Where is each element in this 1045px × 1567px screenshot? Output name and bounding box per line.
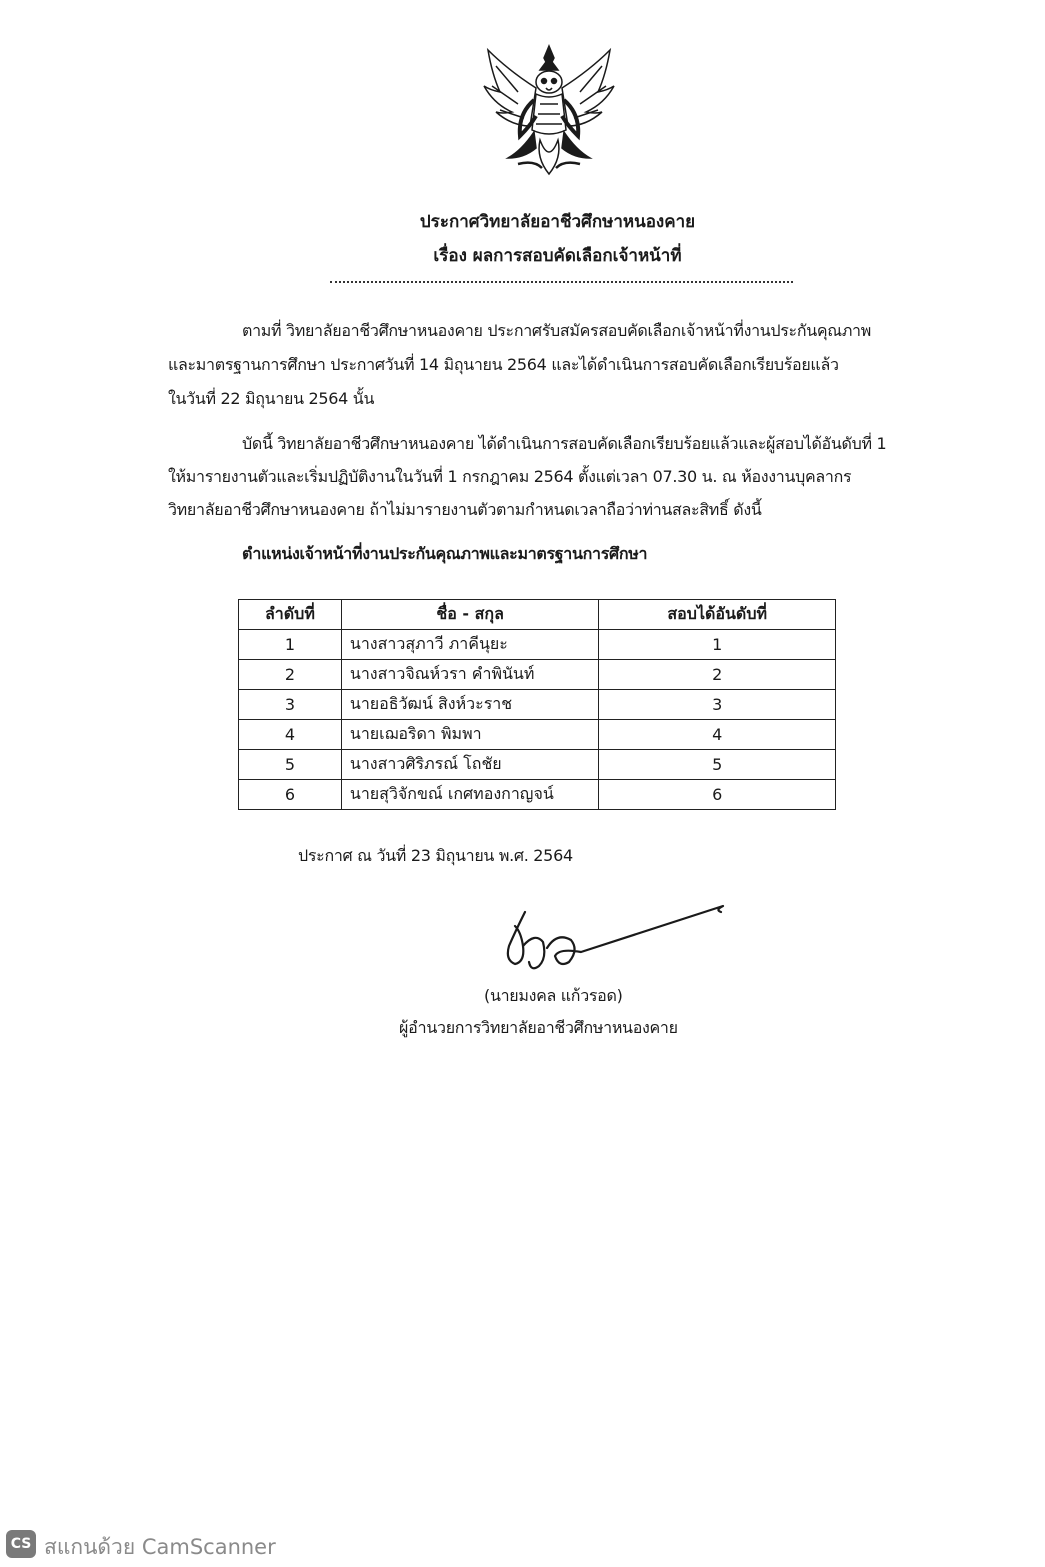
results-table <box>238 599 836 810</box>
row-rank: 5 <box>599 750 836 780</box>
row-rank: 6 <box>599 780 836 810</box>
table-row <box>239 750 836 780</box>
row-name: นายสุวิจักขณ์ เกศทองกาญจน์ <box>341 780 599 810</box>
paragraph1-line3: ในวันที่ 22 มิถุนายน 2564 นั้น <box>168 389 375 408</box>
row-no: 4 <box>239 720 342 750</box>
table-row <box>239 690 836 720</box>
garuda-emblem-icon <box>478 40 620 180</box>
paragraph1-line1: ตามที่ วิทยาลัยอาชีวศึกษาหนองคาย ประกาศรับสมัครสอบคัดเลือกเจ้าหน้าที่งานประกันคุณภาพ <box>242 321 871 340</box>
paragraph2-line3: วิทยาลัยอาชีวศึกษาหนองคาย ถ้าไม่มารายงานตัวตามกำหนดเวลาถือว่าท่านสละสิทธิ์ ดังนี้ <box>168 500 762 519</box>
row-no: 6 <box>239 780 342 810</box>
row-name: นางสาวจิณห์วรา คำพินันท์ <box>341 660 599 690</box>
document-subject: เรื่อง ผลการสอบคัดเลือกเจ้าหน้าที่ <box>433 246 682 266</box>
row-no: 2 <box>239 660 342 690</box>
header-name: ชื่อ - สกุล <box>341 600 599 630</box>
dotted-divider <box>330 281 793 283</box>
camscanner-logo-icon: CS <box>6 1530 36 1558</box>
position-heading: ตำแหน่งเจ้าหน้าที่งานประกันคุณภาพและมาตรฐานการศึกษา <box>242 544 648 563</box>
table-row <box>239 630 836 660</box>
paragraph2-line2: ให้มารายงานตัวและเริ่มปฏิบัติงานในวันที่ 1 กรกฎาคม 2564 ตั้งแต่เวลา 07.30 น. ณ ห้องงานบุคลากร <box>168 467 852 486</box>
signer-position: ผู้อำนวยการวิทยาลัยอาชีวศึกษาหนองคาย <box>399 1018 678 1037</box>
row-name: นางสาวศิริภรณ์ โถชัย <box>341 750 599 780</box>
header-no: ลำดับที่ <box>239 600 342 630</box>
row-rank: 3 <box>599 690 836 720</box>
scanner-watermark-text: สแกนด้วย CamScanner <box>44 1535 276 1559</box>
announce-date: ประกาศ ณ วันที่ 23 มิถุนายน พ.ศ. 2564 <box>298 846 573 865</box>
row-name: นางสาวสุภาวี ภาคีนุยะ <box>341 630 599 660</box>
row-rank: 1 <box>599 630 836 660</box>
row-no: 3 <box>239 690 342 720</box>
paragraph1-line2: และมาตรฐานการศึกษา ประกาศวันที่ 14 มิถุนายน 2564 และได้ดำเนินการสอบคัดเลือกเรียบร้อยแล้ว <box>168 355 839 374</box>
row-name: นายอธิวัฒน์ สิงห์วะราช <box>341 690 599 720</box>
paragraph2-line1: บัดนี้ วิทยาลัยอาชีวศึกษาหนองคาย ได้ดำเนินการสอบคัดเลือกเรียบร้อยแล้วและผู้สอบได้อันดับที่ 1 <box>242 434 887 453</box>
row-rank: 2 <box>599 660 836 690</box>
row-no: 5 <box>239 750 342 780</box>
row-rank: 4 <box>599 720 836 750</box>
signature-icon <box>485 902 730 982</box>
signer-name: (นายมงคล แก้วรอด) <box>484 986 623 1005</box>
row-no: 1 <box>239 630 342 660</box>
row-name: นายเฌอริดา พิมพา <box>341 720 599 750</box>
document-title: ประกาศวิทยาลัยอาชีวศึกษาหนองคาย <box>419 212 696 232</box>
table-row <box>239 660 836 690</box>
header-rank: สอบได้อันดับที่ <box>599 600 836 630</box>
table-row <box>239 720 836 750</box>
table-row <box>239 780 836 810</box>
table-header-row <box>239 600 836 630</box>
